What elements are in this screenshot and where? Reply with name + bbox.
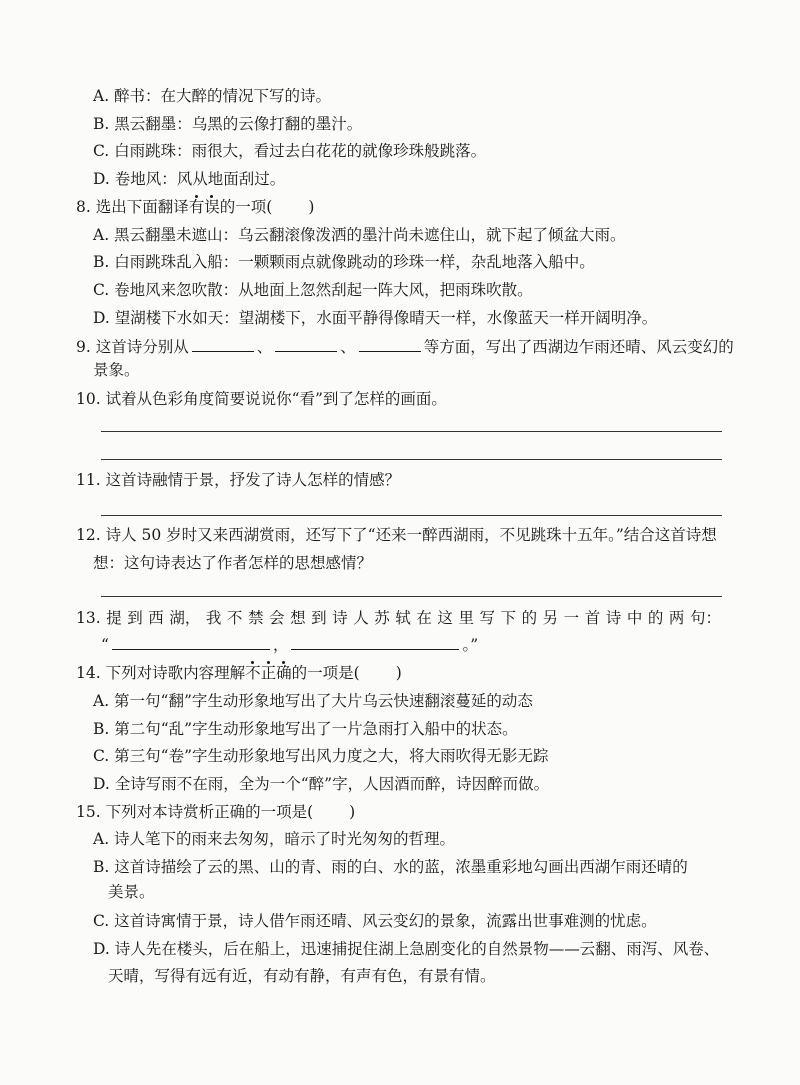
- q7-option-c: C. 白雨跳珠：雨很大，看过去白花花的就像珍珠般跳落。: [93, 142, 487, 160]
- q15-option-b: B. 这首诗描绘了云的黑、山的青、雨的白、水的蓝，浓墨重彩地勾画出西湖乍雨还晴的: [93, 858, 688, 876]
- emphasis-dot-char: 不: [245, 664, 261, 682]
- q15-option-d-continuation: 天晴，写得有远有近，有动有静，有声有色，有景有情。: [108, 967, 496, 985]
- fill-blank[interactable]: [112, 634, 270, 650]
- q14-option-c: C. 第三句“卷”字生动形象地写出风力度之大，将大雨吹得无影无踪: [93, 747, 549, 765]
- q7-option-b: B. 黑云翻墨：乌黑的云像打翻的墨汁。: [93, 115, 363, 133]
- q8-option-c: C. 卷地风来忽吹散：从地面上忽然刮起一阵大风，把雨珠吹散。: [93, 281, 533, 299]
- q14-option-a: A. 第一句“翻”字生动形象地写出了大片乌云快速翻滚蔓延的动态: [93, 692, 533, 710]
- q8-question: 8. 选出下面翻译有误的一项( ): [76, 198, 315, 216]
- q14-question: 14. 下列对诗歌内容理解不正确的一项是( ): [76, 664, 402, 682]
- q8-option-a: A. 黑云翻墨未遮山：乌云翻滚像泼洒的墨汁尚未遮住山，就下起了倾盆大雨。: [93, 226, 626, 244]
- q15-option-d: D. 诗人先在楼头，后在船上，迅速捕捉住湖上急剧变化的自然景物——云翻、雨泻、风卷、: [93, 940, 720, 958]
- answer-line[interactable]: [101, 459, 722, 460]
- q8-option-b: B. 白雨跳珠乱入船：一颗颗雨点就像跳动的珍珠一样，杂乱地落入船中。: [93, 253, 595, 271]
- q15-option-c: C. 这首诗寓情于景，诗人借乍雨还晴、风云变幻的景象，流露出世事难测的忧虑。: [93, 912, 657, 930]
- fill-blank[interactable]: [359, 336, 421, 352]
- answer-line[interactable]: [101, 596, 722, 597]
- fill-blank[interactable]: [275, 336, 337, 352]
- emphasis-dot-char: 有: [188, 198, 205, 216]
- q14-option-d: D. 全诗写雨不在雨，全为一个“醉”字，人因酒而醉，诗因醉而做。: [93, 775, 550, 793]
- q12-continuation: 想：这句诗表达了作者怎样的思想感情？: [93, 554, 373, 572]
- emphasis-dot-char: 确: [276, 664, 292, 682]
- q7-option-a: A. 醉书：在大醉的情况下写的诗。: [93, 87, 332, 105]
- q12-question: 12. 诗人 50 岁时又来西湖赏雨，还写下了“还来一醉西湖雨，不见跳珠十五年。”结合这首诗想: [76, 526, 717, 544]
- q7-option-d: D. 卷地风：风从地面刮过。: [93, 170, 286, 188]
- q15-question: 15. 下列对本诗赏析正确的一项是( ): [76, 803, 356, 821]
- q9-question: 9. 这首诗分别从 、 、 等方面，写出了西湖边乍雨还晴、风云变幻的: [76, 338, 734, 356]
- answer-line[interactable]: [101, 431, 722, 432]
- q10-question: 10. 试着从色彩角度简要说说你“看”到了怎样的画面。: [76, 390, 447, 408]
- q13-blanks: “ ， 。”: [101, 636, 479, 654]
- emphasis-dot-char: 正: [260, 664, 277, 682]
- answer-line[interactable]: [101, 515, 722, 516]
- fill-blank[interactable]: [291, 634, 459, 650]
- q11-question: 11. 这首诗融情于景，抒发了诗人怎样的情感？: [76, 471, 401, 489]
- q14-option-b: B. 第二句“乱”字生动形象地写出了一片急雨打入船中的状态。: [93, 720, 518, 738]
- emphasis-dot-char: 误: [204, 198, 220, 216]
- q13-question: 13. 提 到 西 湖， 我 不 禁 会 想 到 诗 人 苏 轼 在 这 里 写 下 的 另 一 首 诗 中 的 两 句：: [76, 609, 721, 627]
- fill-blank[interactable]: [192, 336, 254, 352]
- q9-continuation: 景象。: [93, 361, 140, 379]
- q15-option-a: A. 诗人笔下的雨来去匆匆，暗示了时光匆匆的哲理。: [93, 830, 456, 848]
- q15-option-b-continuation: 美景。: [108, 883, 155, 901]
- q8-option-d: D. 望湖楼下水如天：望湖楼下，水面平静得像晴天一样，水像蓝天一样开阔明净。: [93, 309, 658, 327]
